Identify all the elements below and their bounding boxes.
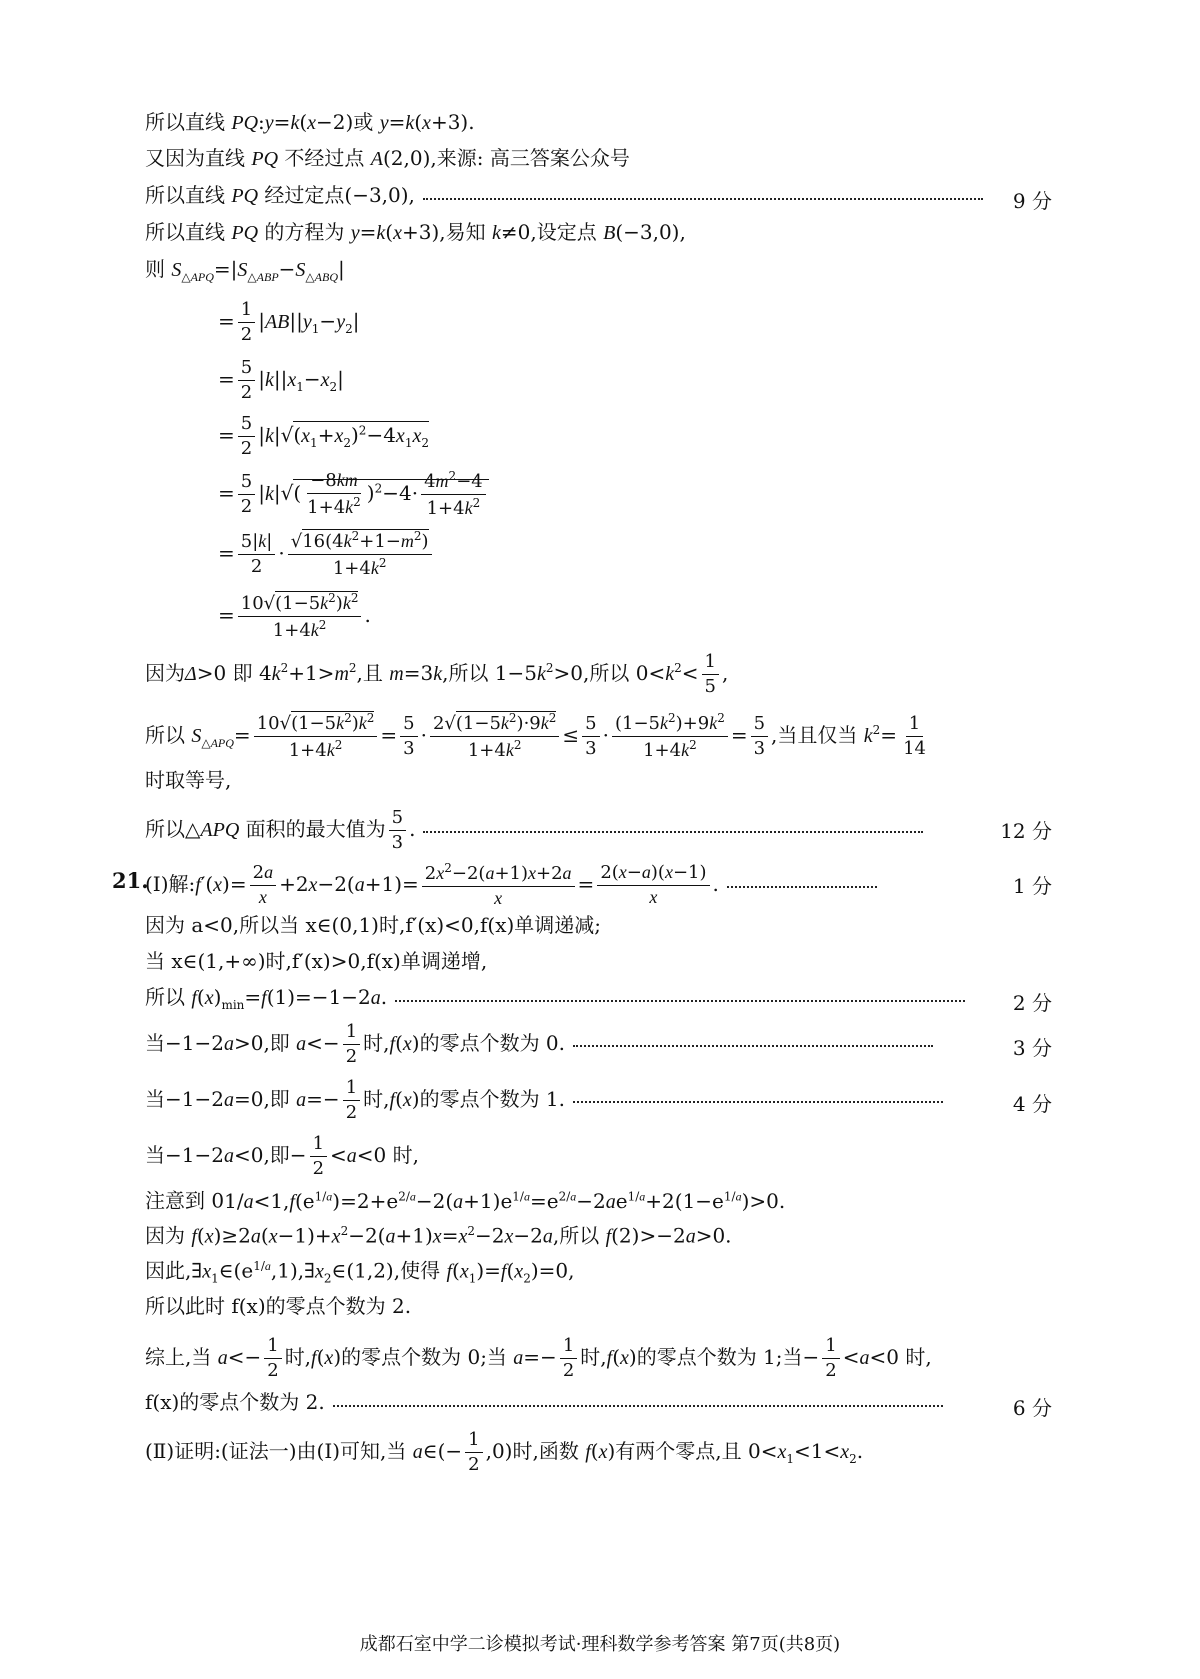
text-line: 时取等号,: [145, 768, 232, 792]
score-mark: 9 分: [1012, 189, 1052, 213]
text-line: 因为Δ>0 即 $4k^2+1>m^2$,且 m=3k,所以 $1-5k^2>0$,所以 $0<k^2<$ $\frac{1}{5}$ ,: [145, 651, 729, 697]
text-line: 则 $S_{\triangle APQ}=|S_{\triangle ABP}-S_{\triangle ABQ}|$: [145, 257, 345, 284]
equation-line: = $\frac{5}{2}$ $|k||x_1-x_2|$: [218, 357, 344, 403]
text-line: 注意到 $01/a<1,f(e^{1/a})=2+e^{2/a}-2(a+1)e^{1/a}=e^{2/a}-2ae^{1/a}+2(1-e^{1/a})>0$.: [145, 1188, 786, 1213]
score-mark: 12 分: [1000, 819, 1052, 843]
text-line: 所以直线 PQ 的方程为 y=k(x+3),易知 k≠0,设定点 B(−3,0),: [145, 220, 686, 244]
score-mark: 4 分: [1012, 1092, 1052, 1116]
text-line: f(x)的零点个数为 2.: [145, 1392, 951, 1412]
text-line: 又因为直线 PQ 不经过点 A(2,0),来源: 高三答案公众号: [145, 146, 630, 170]
score-mark: 1 分: [1012, 874, 1052, 898]
text-line: (Ⅱ)证明:(证法一)由(Ⅰ)可知,当 a∈(− $\frac{1}{2}$ ,0)时,函数 f(x)有两个零点,且 $0<x_1<1<x_2$.: [145, 1429, 864, 1475]
text-line: 所以直线 PQ:y=k(x−2)或 y=k(x+3).: [145, 110, 475, 134]
text-line: 当 x∈(1,+∞)时,f′(x)>0,f(x)单调递增,: [145, 949, 488, 973]
text-line: 所以 $f(x)_{min}=f(1)=-1-2a$.: [145, 987, 973, 1011]
text-line: 因此$,\exists x_1\in(e^{1/a},1),\exists x_2\in(1,2)$,使得 $f(x_1)=f(x_2)=0$,: [145, 1258, 575, 1286]
text-line: 所以此时 f(x)的零点个数为 2.: [145, 1294, 412, 1318]
text-line: 综上,当 a<− $\frac{1}{2}$ 时,f(x)的零点个数为 0;当 a=− $\frac{1}{2}$ 时,f(x)的零点个数为 1;当− $\frac{1}{2}$ <a<0 时,: [145, 1335, 932, 1381]
text-line: 因为 a<0,所以当 x∈(0,1)时,f′(x)<0,f(x)单调递减;: [145, 913, 602, 937]
score-mark: 3 分: [1012, 1036, 1052, 1060]
score-mark: 2 分: [1012, 991, 1052, 1015]
equation-line: = $\frac{10√(1-5k^2)k^2}{1+4k^2}$ .: [218, 591, 371, 641]
text-line: 所以△APQ 面积的最大值为 $\frac{5}{3}$ .: [145, 808, 931, 853]
text-line: 当−1−2a=0,即 a=− $\frac{1}{2}$ 时,f(x)的零点个数为 1.: [145, 1078, 951, 1123]
score-mark: 6 分: [1012, 1396, 1052, 1420]
page-footer: 成都石室中学二诊模拟考试·理科数学参考答案 第7页(共8页): [359, 1634, 841, 1655]
equation-line: = $\frac{5}{2}$ $|k|√(x_1+x_2)^2-4x_1x_2$: [218, 413, 429, 459]
text-line: (Ⅰ)解:f′(x)= $\frac{2a}{x}$ +2x−2(a+1)= $\frac{2x^2-2(a+1)x+2a}{x}$ = $\frac{2(x-a)(x-1)}{x}$ .: [145, 862, 885, 909]
question-number: 21.: [112, 868, 149, 893]
text-line: 当−1−2a>0,即 a<− $\frac{1}{2}$ 时,f(x)的零点个数为 0.: [145, 1022, 941, 1067]
text-line: 因为 $f(x)\ge 2a(x-1)+x^2-2(a+1)x=x^2-2x-2a$,所以 f(2)>−2a>0.: [145, 1223, 732, 1248]
equation-line: = $\frac{5|k|}{2}$ · $\frac{√16(4k^2+1-m^2)}{1+4k^2}$: [218, 530, 435, 579]
equation-line: = $\frac{5}{2}$ |k|√( $\frac{-8km}{1+4k^2}$ )$^2$−4· $\frac{4m^2-4}{1+4k^2}$: [218, 470, 489, 519]
text-line: 所以 $S_{\triangle APQ}=$ $\frac{10√(1-5k^2)k^2}{1+4k^2}$ = $\frac{5}{3}$ · $\frac{2√(1-5k^2)\cdot 9k^2}{1+4k^2}$ ≤ $\frac{5}{3}$ · $\frac{(1-5k^2)+9k^2}{1+4k^2}$ = $\frac{5}{3}$ ,当且仅当 $k^2=$ $\frac{1}{14}$: [145, 711, 926, 761]
text-line: 所以直线 PQ 经过定点(−3,0),: [145, 185, 991, 206]
text-line: 当−1−2a<0,即− $\frac{1}{2}$ <a<0 时,: [145, 1133, 419, 1179]
equation-line: = $\frac{1}{2}$ $|AB||y_1-y_2|$: [218, 299, 360, 345]
